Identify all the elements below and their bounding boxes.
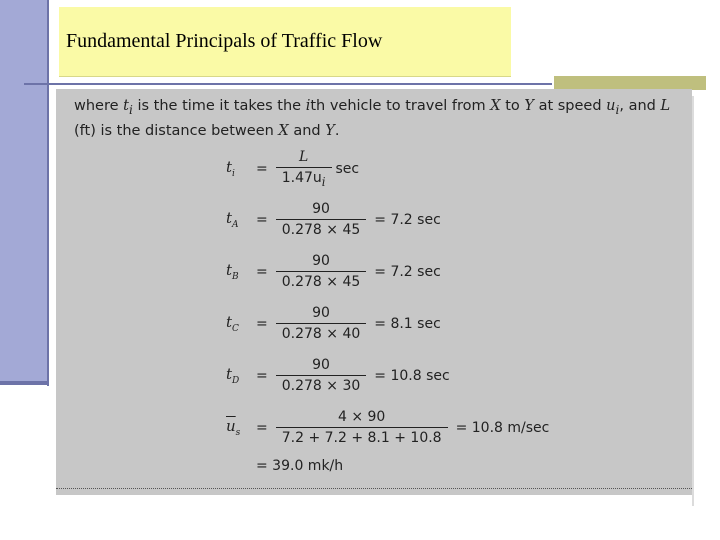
intro-text: , and — [619, 98, 661, 114]
equation-td: $t_D$ = $\frac{90}{0.278 \times 30}$ = 10.8 sec — [226, 357, 450, 394]
equation-lhs: $t_B$ — [226, 261, 239, 282]
fraction — [276, 409, 448, 446]
var-t: t — [123, 98, 129, 114]
var-sub: i — [128, 102, 133, 117]
numerator: 90 — [312, 201, 330, 217]
equation-result: = 7.2 sec — [374, 211, 441, 228]
var-x: X — [278, 122, 289, 139]
intro-text: at speed — [533, 98, 607, 114]
var-y: Y — [524, 98, 534, 114]
slide-title: Fundamental Principals of Traffic Flow — [66, 30, 383, 52]
intro-paragraph — [74, 96, 686, 142]
numerator: 90 — [312, 305, 330, 321]
slide-sidebar — [0, 0, 47, 384]
numerator: 90 — [312, 253, 330, 269]
intro-text: to — [500, 98, 525, 114]
denominator: 7.2 + 7.2 + 8.1 + 10.8 — [276, 427, 448, 446]
denominator: 0.278 × 30 — [276, 375, 367, 394]
equation-result: = 7.2 sec — [374, 263, 441, 280]
intro-text: . — [334, 122, 340, 139]
accent-block — [554, 76, 706, 90]
sidebar-foot — [0, 381, 49, 385]
numerator: 4 × 90 — [337, 409, 386, 425]
equation-lhs: $t_C$ — [226, 313, 239, 334]
denominator: $1.47u_i$ — [276, 167, 332, 189]
equation-ta: $t_A$ = $\frac{90}{0.278 \times 45}$ = 7.2 sec — [226, 201, 441, 238]
fraction — [276, 357, 367, 394]
title-rule — [24, 83, 552, 85]
denominator: 0.278 × 40 — [276, 323, 367, 342]
equation-result: = 10.8 sec — [374, 367, 450, 384]
scan-bottom-border — [56, 488, 692, 490]
equation-result: = 10.8 m/sec — [455, 419, 550, 436]
fraction — [276, 305, 367, 342]
fraction — [276, 149, 332, 189]
var-l: L — [660, 98, 671, 114]
fraction — [276, 201, 367, 238]
unit: sec — [335, 160, 360, 177]
var-u: u — [606, 98, 616, 114]
equation-tc: $t_C$ = $\frac{90}{0.278 \times 40}$ = 8.1 sec — [226, 305, 441, 342]
var-sub: i — [615, 102, 620, 117]
equation-us: $\overline{u}_s$ = $\frac{4 \times 90}{7.2 + 7.2 + 8.1 + 10.8}$ = 10.8 m/sec — [226, 409, 550, 446]
intro-text: and — [288, 122, 326, 139]
equation-tb: $t_B$ = $\frac{90}{0.278 \times 45}$ = 7.2 sec — [226, 253, 441, 290]
denominator: 0.278 × 45 — [276, 271, 367, 290]
numerator: 90 — [312, 357, 330, 373]
equation-lhs: $t_A$ — [226, 209, 239, 230]
intro-text: (ft) is the distance between — [74, 122, 279, 139]
intro-text: th vehicle to travel from — [310, 98, 491, 114]
equation-lhs: $t_D$ — [226, 365, 240, 386]
equation-result: = 8.1 sec — [374, 315, 441, 332]
scan-shadow — [692, 96, 694, 506]
denominator: 0.278 × 45 — [276, 219, 367, 238]
var-i: i — [305, 98, 311, 114]
var-y: Y — [325, 122, 335, 139]
numerator: L — [298, 149, 309, 165]
fraction — [276, 253, 367, 290]
sidebar-edge — [47, 0, 49, 386]
intro-text: is the time it takes the — [132, 98, 306, 114]
final-result: = 39.0 mk/h — [256, 458, 344, 474]
equation-lhs: $\overline{u}_s$ — [226, 417, 241, 438]
equation-ti: $t_i$ = $\frac{L}{1.47u_i}$ sec — [226, 149, 360, 189]
equation-lhs: $t_i$ — [226, 158, 235, 180]
intro-text: where — [74, 98, 124, 114]
var-x: X — [490, 98, 501, 114]
